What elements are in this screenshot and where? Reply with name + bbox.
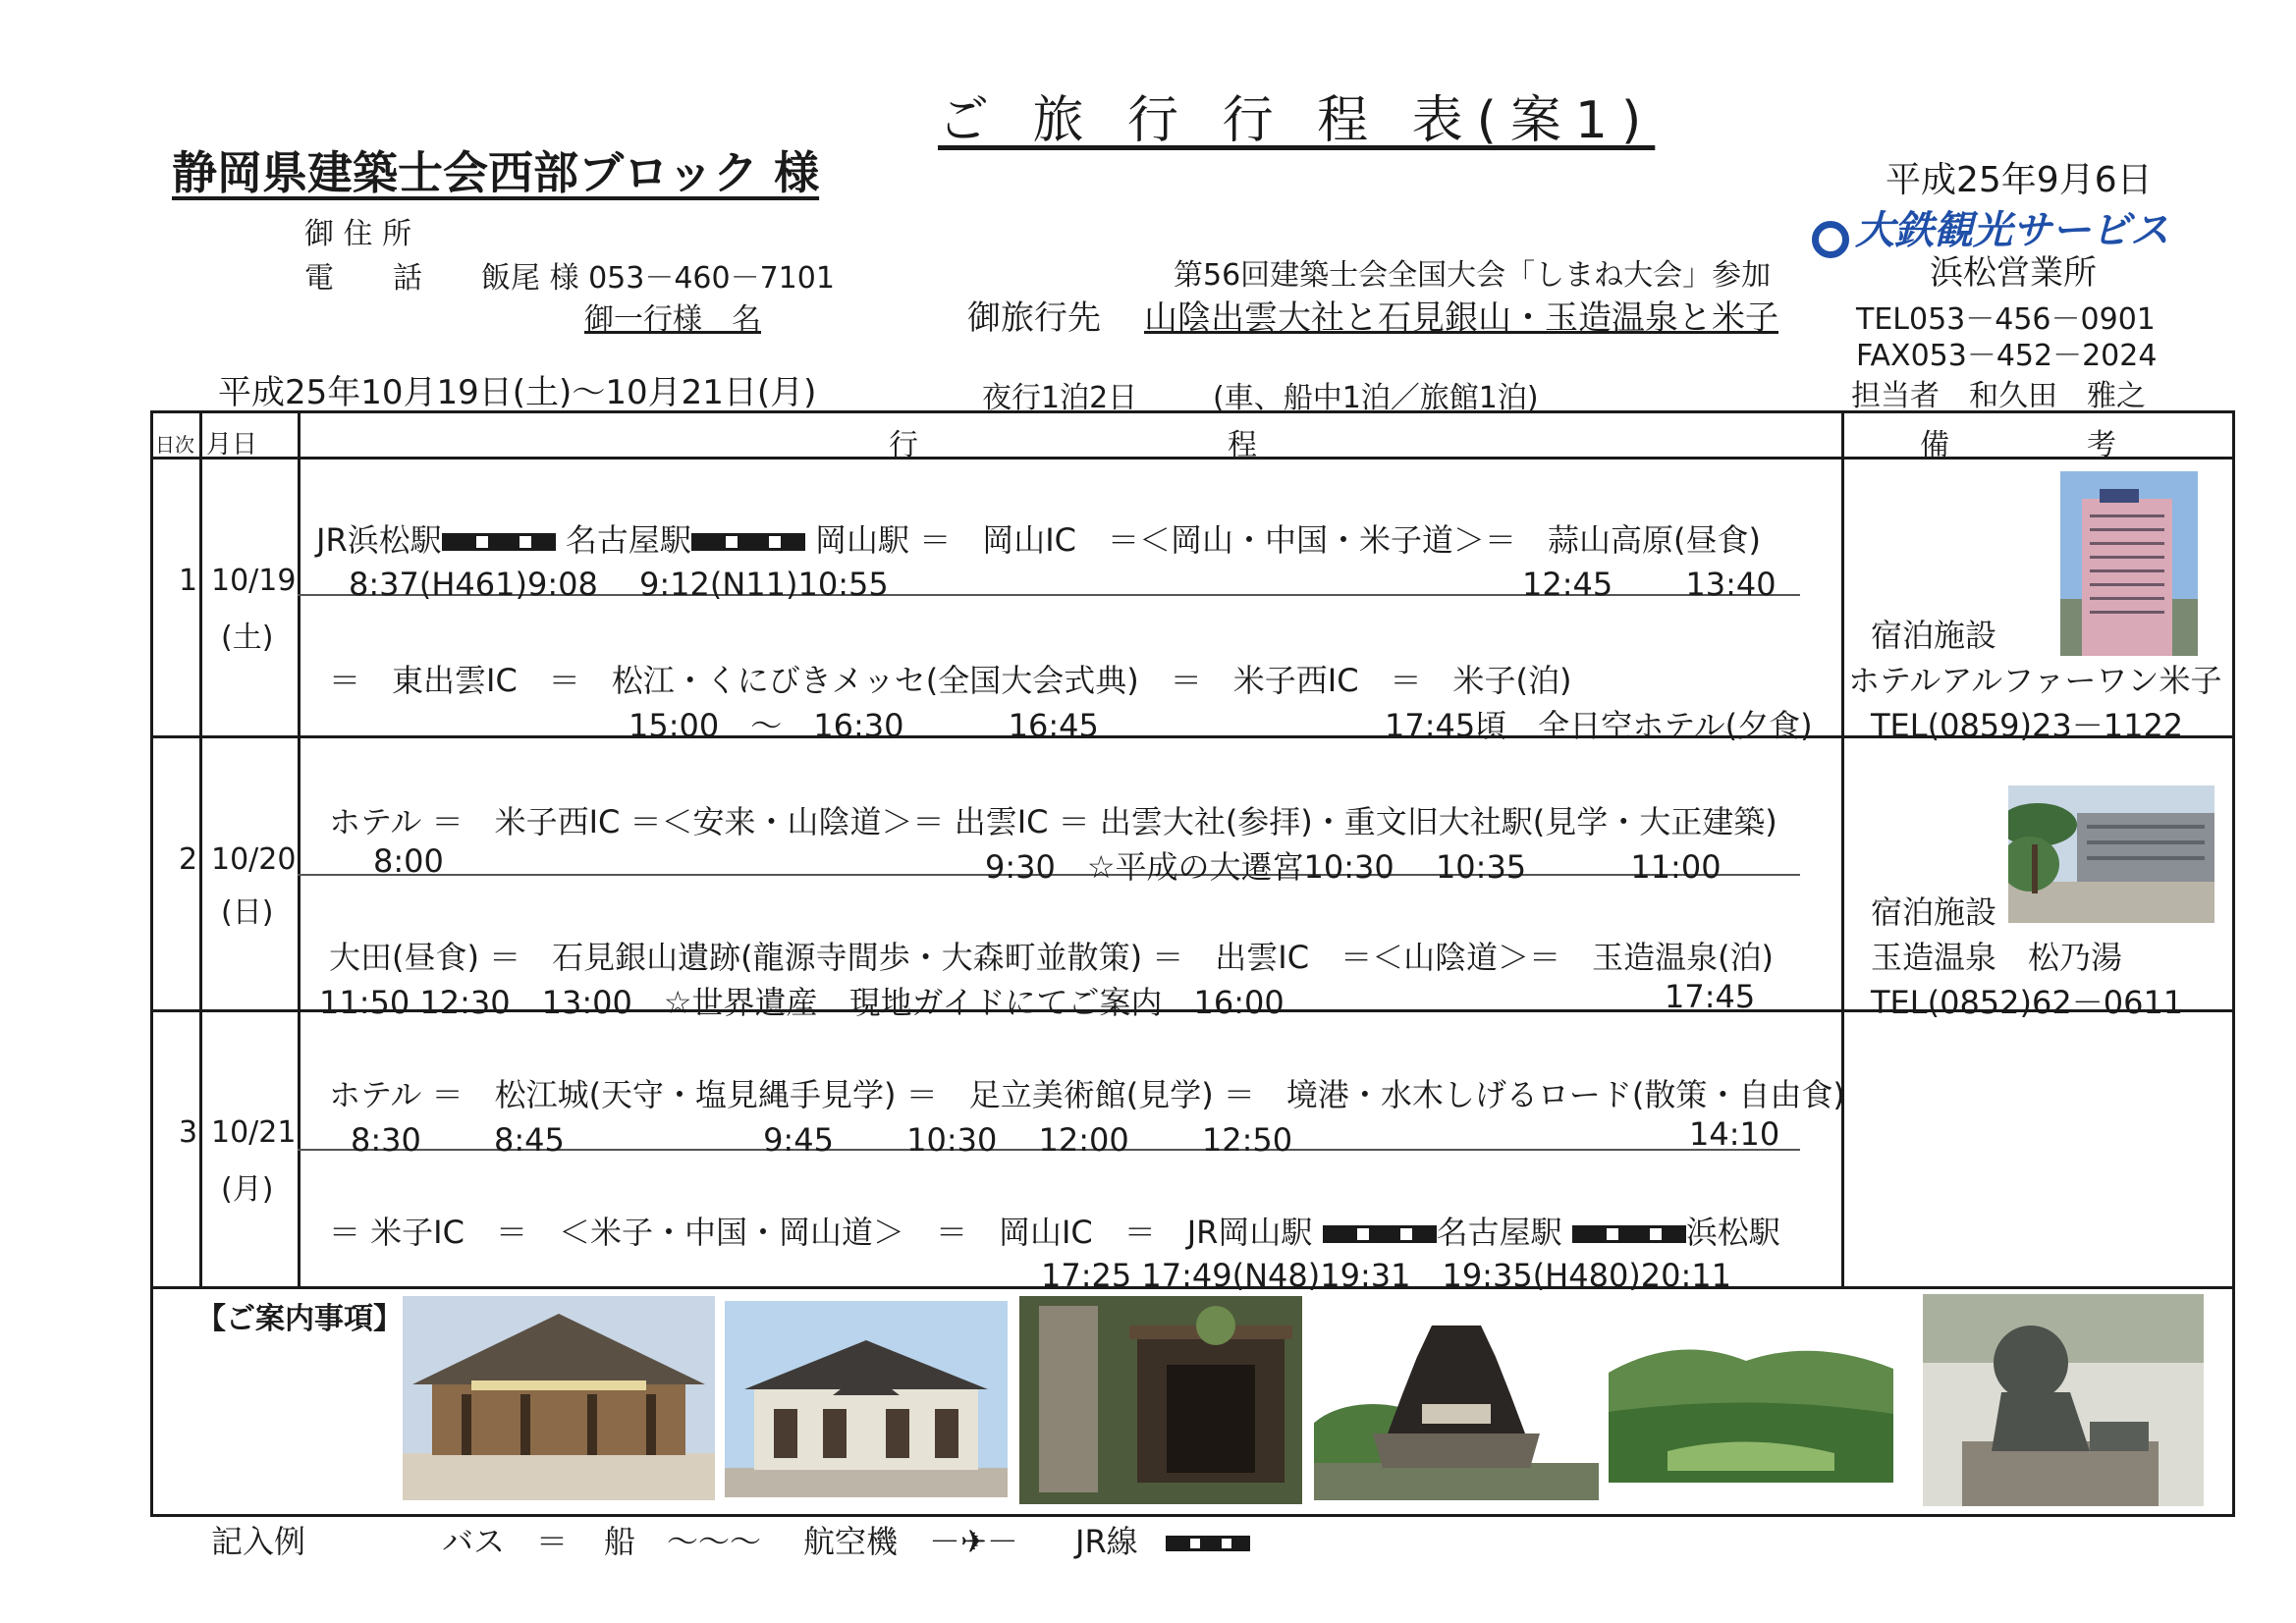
company-fax: FAX053－452－2024 bbox=[1856, 339, 2158, 373]
branch-name: 浜松営業所 bbox=[1930, 253, 2097, 293]
day3-route-2: ＝ 米子IC ＝ ＜米子・中国・岡山道＞ ＝ 岡山IC ＝ JR岡山駅 bbox=[329, 1214, 1313, 1251]
day3-weekday: (月) bbox=[221, 1172, 274, 1207]
iwami-ginzan-photo bbox=[1019, 1296, 1302, 1504]
day1-row1 bbox=[316, 515, 1761, 561]
day3-route-1: ホテル ＝ 松江城(天守・塩見縄手見学) ＝ 足立美術館(見学) ＝ 境港・水木しげるロード(散策・自由食) bbox=[329, 1076, 1845, 1113]
issue-date: 平成25年9月6日 bbox=[1886, 160, 2153, 200]
travel-period: 平成25年10月19日(土)～10月21日(月) bbox=[218, 373, 817, 412]
stay-info: (車、船中1泊／旅館1泊) bbox=[1213, 381, 1539, 415]
day1-times-2: 15:00 ～ 16:30 16:45 bbox=[629, 707, 1099, 744]
day3-times-1b: 14:10 bbox=[1689, 1115, 1780, 1153]
day2-lodging-label: 宿泊施設 bbox=[1871, 893, 1997, 931]
day2-num: 2 bbox=[179, 842, 198, 877]
event-name: 第56回建築士会全国大会「しまね大会」参加 bbox=[1174, 258, 1772, 293]
col-notes-divider bbox=[1841, 410, 1844, 1286]
col-itinerary-header-1: 行 bbox=[889, 428, 918, 462]
izumo-taisha-photo bbox=[403, 1296, 715, 1500]
destination-label: 御旅行先 bbox=[967, 298, 1101, 338]
hotel-alpha-one-photo bbox=[2060, 471, 2198, 656]
day3-times-1: 8:30 8:45 9:45 10:30 12:00 12:50 bbox=[351, 1121, 1293, 1159]
day2-times-1: 8:00 bbox=[373, 842, 444, 880]
legend-plane: 航空機 －✈－ bbox=[803, 1523, 1018, 1560]
document-title: ご 旅 行 行 程 表(案1) bbox=[938, 91, 1656, 150]
legend-ship: 船 ～～～ bbox=[604, 1523, 762, 1560]
day2-lodging-tel: TEL(0852)62－0611 bbox=[1871, 984, 2184, 1021]
day1-num: 1 bbox=[179, 564, 198, 598]
legend-bus: バス ＝ bbox=[442, 1523, 569, 1560]
col-day-header: 日次 bbox=[155, 433, 194, 457]
col-day-divider bbox=[199, 410, 202, 1286]
day1-lodging-tel: TEL(0859)23－1122 bbox=[1871, 707, 2184, 744]
day1-lodging-label: 宿泊施設 bbox=[1871, 617, 1997, 654]
logo-mark-icon bbox=[1812, 221, 1849, 258]
address-label: 御 住 所 bbox=[304, 217, 412, 251]
company-name: 大鉄観光サービス bbox=[1855, 208, 2169, 253]
mizuki-shigeru-road-photo bbox=[1923, 1294, 2204, 1506]
day1-times-2b: 17:45頃 全日空ホテル(夕食) bbox=[1385, 707, 1813, 744]
phone-label: 電 話 bbox=[304, 261, 422, 296]
day1-times-1: 8:37(H461)9:08 9:12(N11)10:55 bbox=[349, 566, 889, 603]
legend-jr-label: JR線 bbox=[1075, 1523, 1138, 1560]
day1-station-nagoya: 名古屋駅 bbox=[565, 521, 691, 559]
day3-row2 bbox=[329, 1208, 1780, 1253]
day3-station-hamamatsu: 浜松駅 bbox=[1685, 1214, 1780, 1251]
day2-times-2b: 17:45 bbox=[1665, 978, 1756, 1015]
col-date-header: 月日 bbox=[206, 430, 258, 460]
old-taisha-station-photo bbox=[725, 1301, 1008, 1497]
day2-times-2: 11:50 12:30 13:00 ☆世界遺産 現地ガイドにてご案内 16:00 bbox=[319, 984, 1285, 1021]
col-notes-header-1: 備 bbox=[1920, 428, 1949, 462]
day2-route-1: ホテル ＝ 米子西IC ＝＜安来・山陰道＞＝ 出雲IC ＝ 出雲大社(参拝)・重文旧大社駅(見学・大正建築) bbox=[329, 803, 1777, 840]
jr-line-icon bbox=[1572, 1225, 1686, 1243]
company-tel: TEL053－456－0901 bbox=[1856, 302, 2156, 337]
jr-line-icon bbox=[691, 533, 805, 551]
day1-date: 10/19 bbox=[211, 564, 297, 598]
ryokan-matsunoyu-photo bbox=[2008, 785, 2214, 923]
day3-num: 3 bbox=[179, 1115, 198, 1150]
legend-jr bbox=[1075, 1517, 1250, 1562]
jr-line-icon bbox=[1323, 1225, 1437, 1243]
day3-station-nagoya: 名古屋駅 bbox=[1436, 1214, 1562, 1251]
col-itinerary-header-2: 程 bbox=[1228, 428, 1257, 462]
day1-station-hamamatsu: JR浜松駅 bbox=[316, 521, 442, 559]
col-date-divider bbox=[298, 410, 301, 1286]
day1-route-2: ＝ 東出雲IC ＝ 松江・くにびきメッセ(全国大会式典) ＝ 米子西IC ＝ 米子(泊) bbox=[329, 662, 1572, 699]
day3-times-2: 17:25 17:49(N48)19:31 19:35(H480)20:11 bbox=[1041, 1257, 1732, 1294]
adachi-museum-garden-photo bbox=[1609, 1314, 1893, 1483]
info-label: 【ご案内事項】 bbox=[196, 1302, 403, 1336]
day2-date: 10/20 bbox=[211, 842, 297, 877]
col-notes-header-2: 考 bbox=[2087, 428, 2116, 462]
client-name: 静岡県建築士会西部ブロック 様 bbox=[172, 146, 820, 199]
day2-times-1b: 9:30 ☆平成の大遷宮10:30 10:35 11:00 bbox=[985, 848, 1722, 886]
destination: 山陰出雲大社と石見銀山・玉造温泉と米子 bbox=[1144, 298, 1778, 338]
day1-weekday: (土) bbox=[221, 621, 274, 655]
day2-weekday: (日) bbox=[221, 895, 274, 930]
phone-value: 飯尾 様 053－460－7101 bbox=[481, 261, 835, 296]
day2-lodging-name: 玉造温泉 松乃湯 bbox=[1871, 939, 2123, 976]
day1-route-1: 岡山駅 ＝ 岡山IC ＝＜岡山・中国・米子道＞＝ 蒜山高原(昼食) bbox=[815, 521, 1761, 559]
day2-route-2: 大田(昼食) ＝ 石見銀山遺跡(龍源寺間歩・大森町並散策) ＝ 出雲IC ＝＜山陰道＞＝ 玉造温泉(泊) bbox=[329, 939, 1775, 976]
day1-times-1b: 12:45 13:40 bbox=[1522, 566, 1777, 603]
matsue-castle-photo bbox=[1314, 1296, 1599, 1500]
legend-label: 記入例 bbox=[211, 1523, 306, 1560]
day1-lodging-name: ホテルアルファーワン米子 bbox=[1848, 662, 2222, 699]
staff-name: 担当者 和久田 雅之 bbox=[1851, 379, 2146, 413]
jr-line-icon bbox=[442, 533, 556, 551]
group-label: 御一行様 名 bbox=[584, 302, 761, 337]
day3-date: 10/21 bbox=[211, 1115, 297, 1150]
trip-duration: 夜行1泊2日 bbox=[982, 381, 1138, 415]
jr-line-icon bbox=[1166, 1536, 1250, 1551]
